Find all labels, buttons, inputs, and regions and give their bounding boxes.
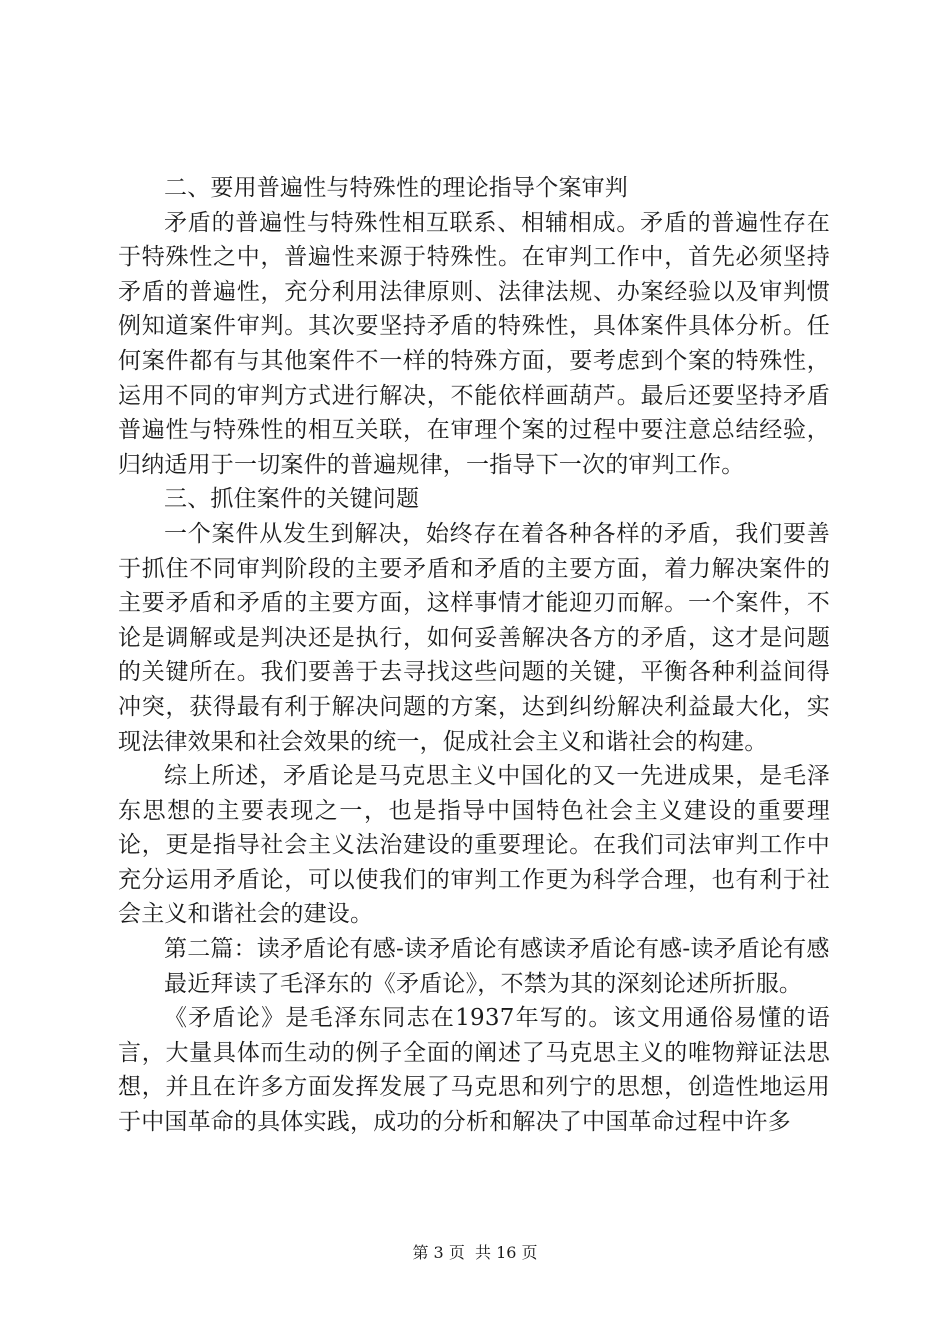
section-heading-3: 三、抓住案件的关键问题 — [164, 486, 420, 513]
paragraph-universality: 矛盾的普遍性与特殊性相互联系、相辅相成。矛盾的普遍性存在于特殊性之中，普遍性来源于特殊性。在审判工作中，首先必须坚持矛盾的普遍性，充分利用法律原则、法律法规、办案经验以及审判惯例知道案件审判。其次要坚持矛盾的特殊性，具体案件具体分析。任何案件都有与其他案件不一样的特殊方面，要考虑到个案的特殊性，运用不同的审判方式进行解决，不能依样画葫芦。最后还要坚持矛盾普遍性与特殊性的相互关联，在审理个案的过程中要注意总结经验，归纳适用于一切案件的普遍规律，一指导下一次的审判工作。 — [118, 209, 830, 478]
page-footer — [0, 1243, 950, 1263]
paragraph-on-contradiction: 《矛盾论》是毛泽东同志在1937年写的。该文用通俗易懂的语言，大量具体而生动的例子全面的阐述了马克思主义的唯物辩证法思想，并且在许多方面发挥发展了马克思和列宁的思想，创造性地运用于中国革命的具体实践，成功的分析和解决了中国革命过程中许多 — [118, 1005, 830, 1136]
chapter-title-part-2: 第二篇：读矛盾论有感-读矛盾论有感读矛盾论有感-读矛盾论有感 — [164, 936, 830, 963]
paragraph-conclusion: 综上所述，矛盾论是马克思主义中国化的又一先进成果，是毛泽东思想的主要表现之一，也是指导中国特色社会主义建设的重要理论，更是指导社会主义法治建设的重要理论。在我们司法审判工作中充分运用矛盾论，可以使我们的审判工作更为科学合理，也有利于社会主义和谐社会的建设。 — [118, 763, 830, 928]
paragraph-key-issues: 一个案件从发生到解决，始终存在着各种各样的矛盾，我们要善于抓住不同审判阶段的主要矛盾和矛盾的主要方面，着力解决案件的主要矛盾和矛盾的主要方面，这样事情才能迎刃而解。一个案件，不论是调解或是判决还是执行，如何妥善解决各方的矛盾，这才是问题的关键所在。我们要善于去寻找这些问题的关键，平衡各种利益间得冲突，获得最有利于解决问题的方案，达到纠纷解决利益最大化，实现法律效果和社会效果的统一，促成社会主义和谐社会的构建。 — [118, 520, 830, 755]
paragraph-intro: 最近拜读了毛泽东的《矛盾论》，不禁为其的深刻论述所折服。 — [164, 970, 803, 997]
document-body — [118, 171, 830, 1140]
section-heading-2: 二、要用普遍性与特殊性的理论指导个案审判 — [164, 175, 628, 201]
page-number: 第 3 页 共 16 页 — [412, 1243, 538, 1262]
